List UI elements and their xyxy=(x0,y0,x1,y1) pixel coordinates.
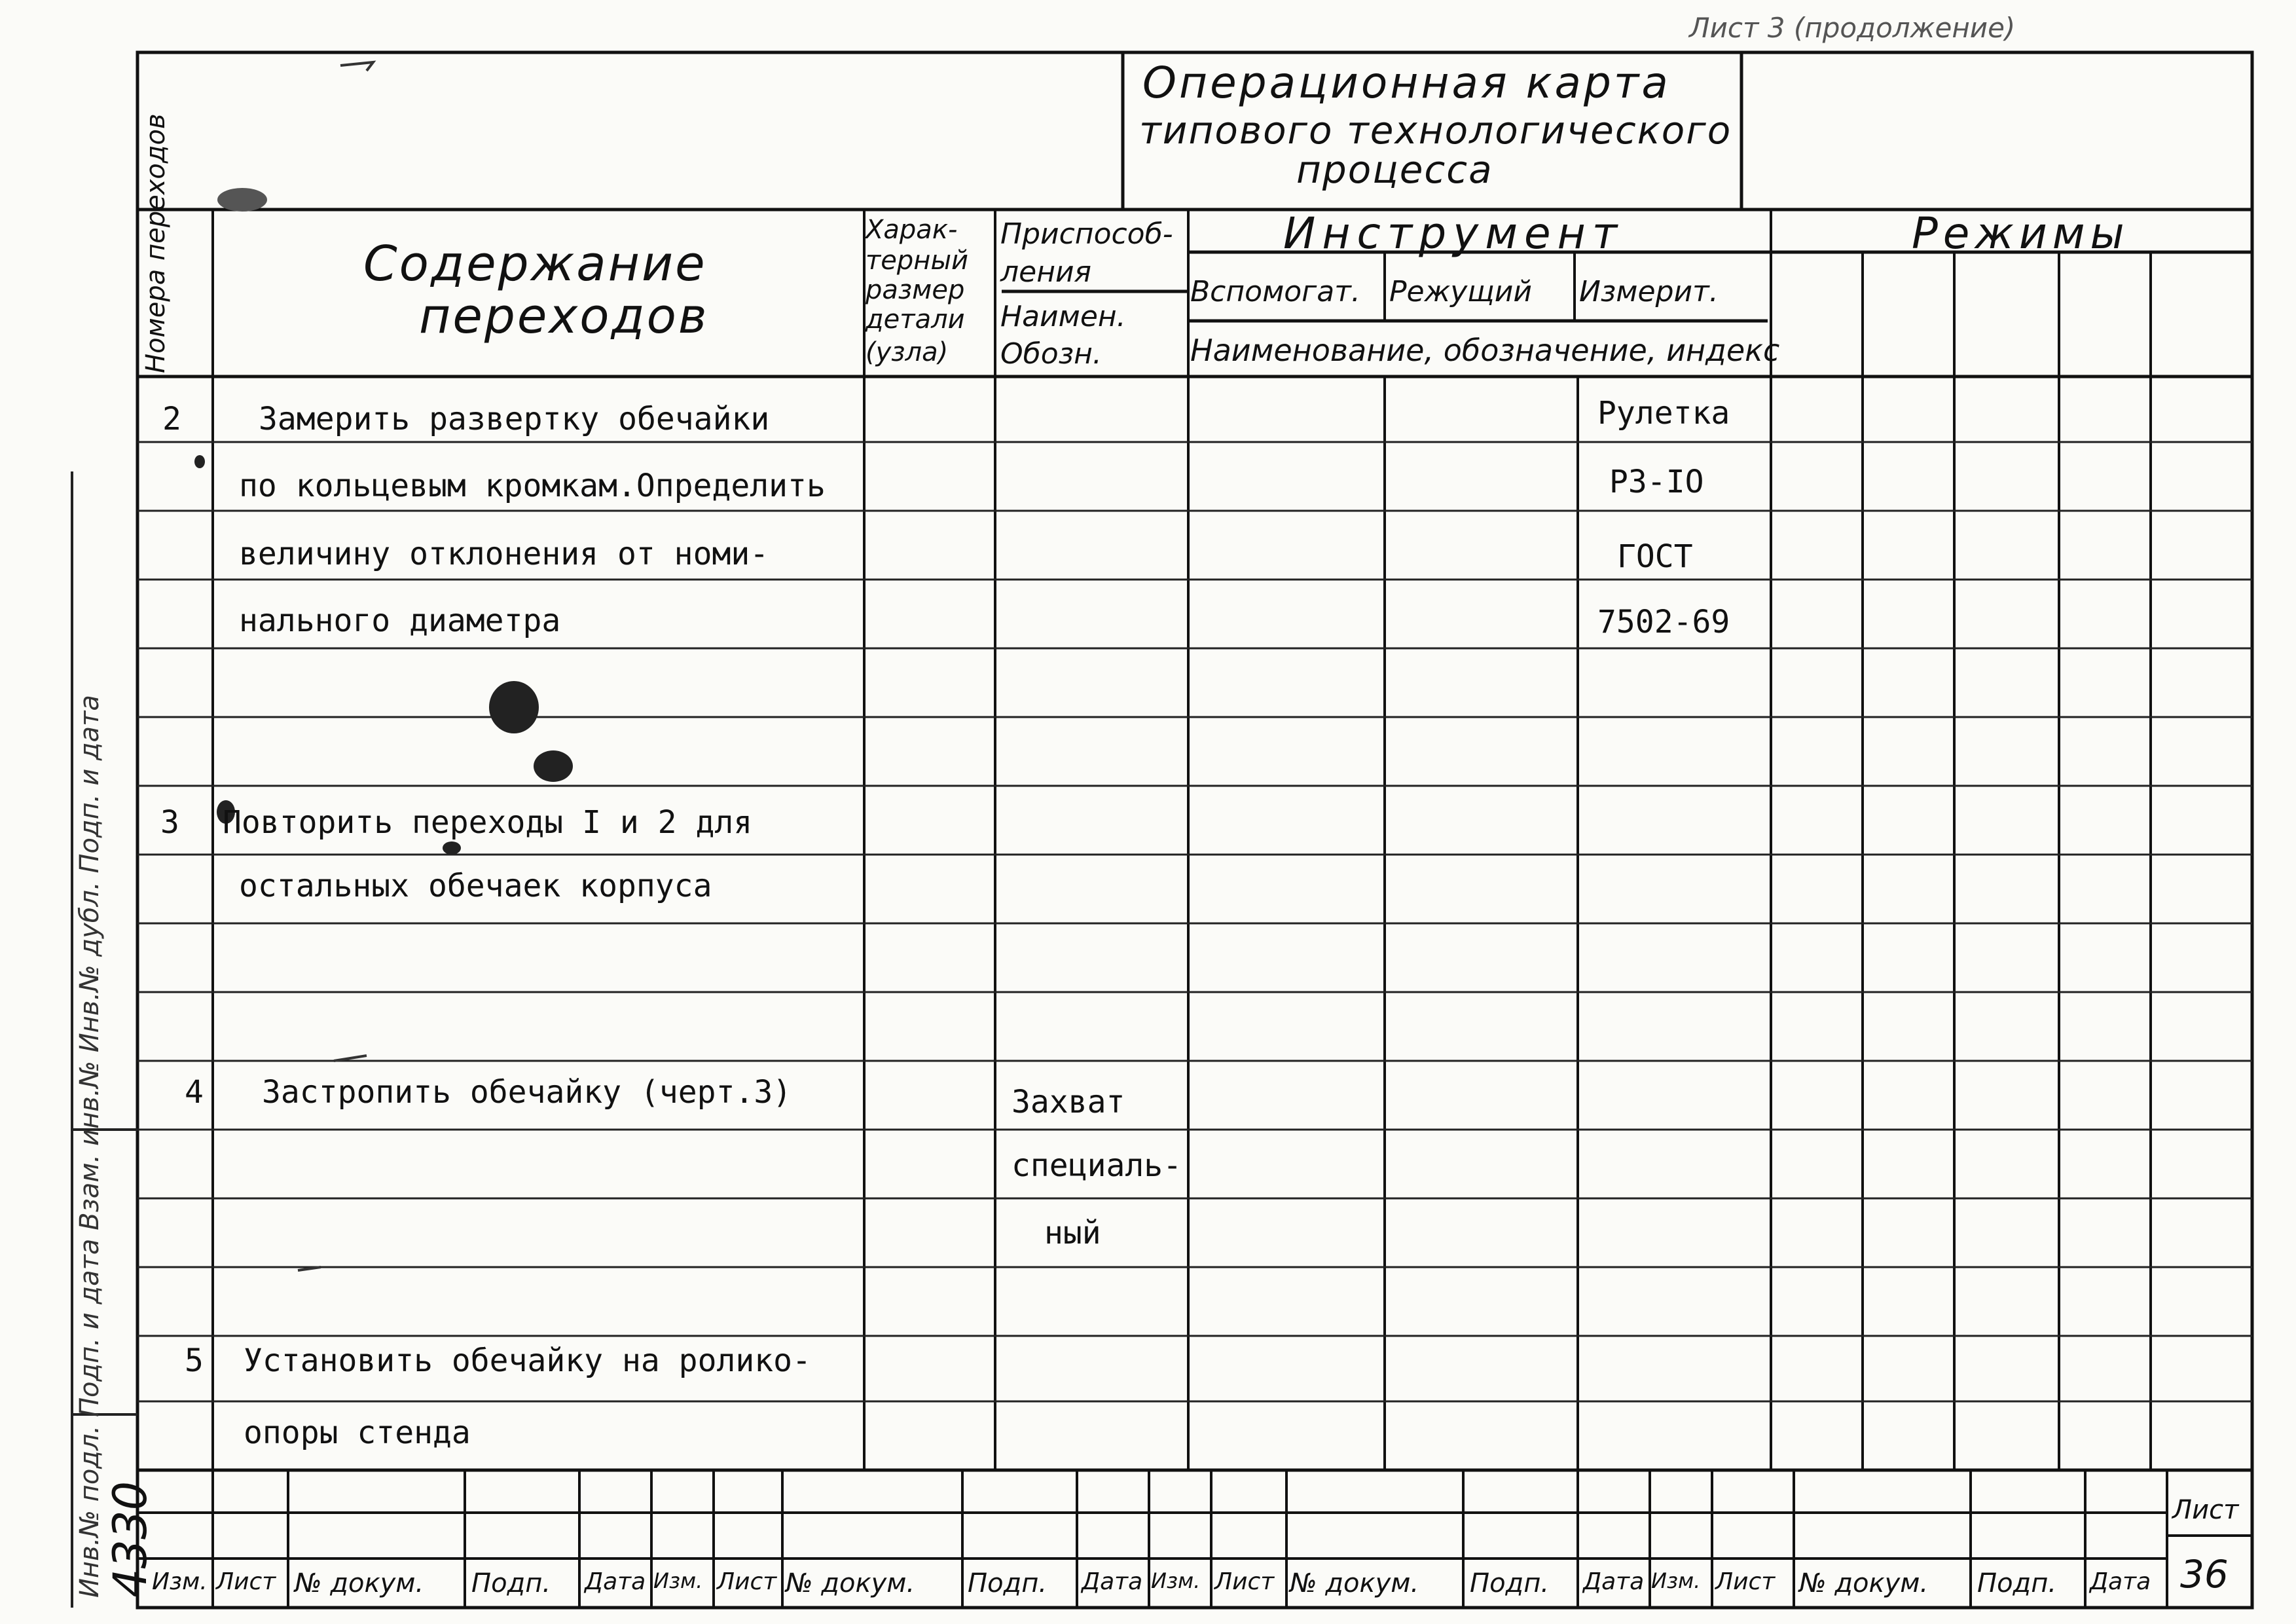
inventory-number: 4330 xyxy=(103,1481,157,1598)
fixture-name: ный xyxy=(1044,1215,1101,1251)
transition-text: Повторить переходы I и 2 для xyxy=(223,804,753,841)
transition-number: 2 xyxy=(162,401,181,437)
header-measuring: Измерит. xyxy=(1579,275,1719,308)
measuring-tool: 7502-69 xyxy=(1597,604,1730,640)
transition-text: нального диаметра xyxy=(239,602,561,639)
transition-text: Застропить обечайку (черт.3) xyxy=(262,1074,792,1111)
stamp-label: Лист xyxy=(1214,1568,1275,1595)
transition-text: Установить обечайку на ролико- xyxy=(244,1342,811,1379)
transition-text: опоры стенда xyxy=(244,1414,471,1451)
measuring-tool: ГОСТ xyxy=(1617,538,1693,575)
header-oboz: Обозн. xyxy=(1000,337,1102,371)
header-designation: Наименование, обозначение, индекс xyxy=(1190,333,1780,368)
measuring-tool: Р3-IO xyxy=(1609,464,1704,500)
stamp-label: Подп. xyxy=(1470,1568,1550,1598)
sheet-number: 36 xyxy=(2180,1552,2229,1596)
fixture-name: специаль- xyxy=(1011,1147,1182,1184)
stamp-label: № докум. xyxy=(1290,1568,1419,1598)
stamp-label: Дата xyxy=(1082,1568,1143,1595)
header-fixture-line-2: ления xyxy=(1000,255,1092,289)
transition-text: величину отклонения от номи- xyxy=(239,536,769,572)
header-modes: Режимы xyxy=(1912,208,2130,259)
stamp-label: Лист xyxy=(1715,1568,1776,1595)
stamp-label: № докум. xyxy=(1799,1568,1929,1598)
measuring-tool: Рулетка xyxy=(1597,395,1730,432)
transition-number: 3 xyxy=(160,804,179,841)
title-line-3: процесса xyxy=(1296,147,1493,192)
transition-number: 5 xyxy=(185,1342,204,1379)
header-size-line-4: детали xyxy=(866,304,965,335)
header-content-line-2: переходов xyxy=(419,288,709,344)
stamp-label: № докум. xyxy=(786,1568,915,1598)
stamp-label: Лист xyxy=(216,1568,276,1595)
stamp-label: Подп. xyxy=(471,1568,551,1598)
stamp-label: Лист xyxy=(717,1568,777,1595)
transition-text: остальных обечаек корпуса xyxy=(239,868,712,904)
header-auxiliary: Вспомогат. xyxy=(1190,275,1360,308)
stamp-label: Дата xyxy=(1583,1568,1645,1595)
stamp-label: Изм. xyxy=(653,1568,703,1593)
transition-text: по кольцевым кромкам.Определить xyxy=(239,468,826,504)
stamp-label: Подп. xyxy=(968,1568,1048,1598)
fixture-name: Захват xyxy=(1011,1084,1125,1120)
stamp-label: Изм. xyxy=(1151,1568,1201,1593)
sheet-continuation-label: Лист 3 (продолжение) xyxy=(1689,12,2016,44)
header-instrument: Инструмент xyxy=(1283,208,1624,259)
title-line-1: Операционная карта xyxy=(1142,58,1671,108)
margin-signature-fields: Инв.№ подл. Подп. и дата Взам. инв.№ Инв.№ дубл. Подп. и дата xyxy=(75,695,105,1598)
header-transition-numbers: Номера переходов xyxy=(141,113,171,373)
header-size-line-3: размер xyxy=(866,275,965,305)
header-cutting: Режущий xyxy=(1389,275,1532,308)
header-naimen: Наимен. xyxy=(1000,300,1126,333)
stamp-label: Дата xyxy=(2090,1568,2151,1595)
transition-text: Замерить развертку обечайки xyxy=(259,401,770,437)
header-size-line-1: Харак- xyxy=(866,215,958,245)
stamp-label: Подп. xyxy=(1977,1568,2057,1598)
title-line-2: типового технологического xyxy=(1139,108,1732,153)
header-size-line-5: (узла) xyxy=(866,337,949,367)
header-size-line-2: терный xyxy=(866,246,969,276)
stamp-label: Дата xyxy=(585,1568,646,1595)
stamp-label: Изм. xyxy=(1651,1568,1701,1593)
header-fixture-line-1: Приспособ- xyxy=(1000,217,1173,251)
header-content-line-1: Содержание xyxy=(363,236,707,292)
stamp-label: № докум. xyxy=(295,1568,424,1598)
stamp-label: Изм. xyxy=(152,1568,208,1595)
sheet-label: Лист xyxy=(2172,1495,2239,1525)
transition-number: 4 xyxy=(185,1074,204,1111)
